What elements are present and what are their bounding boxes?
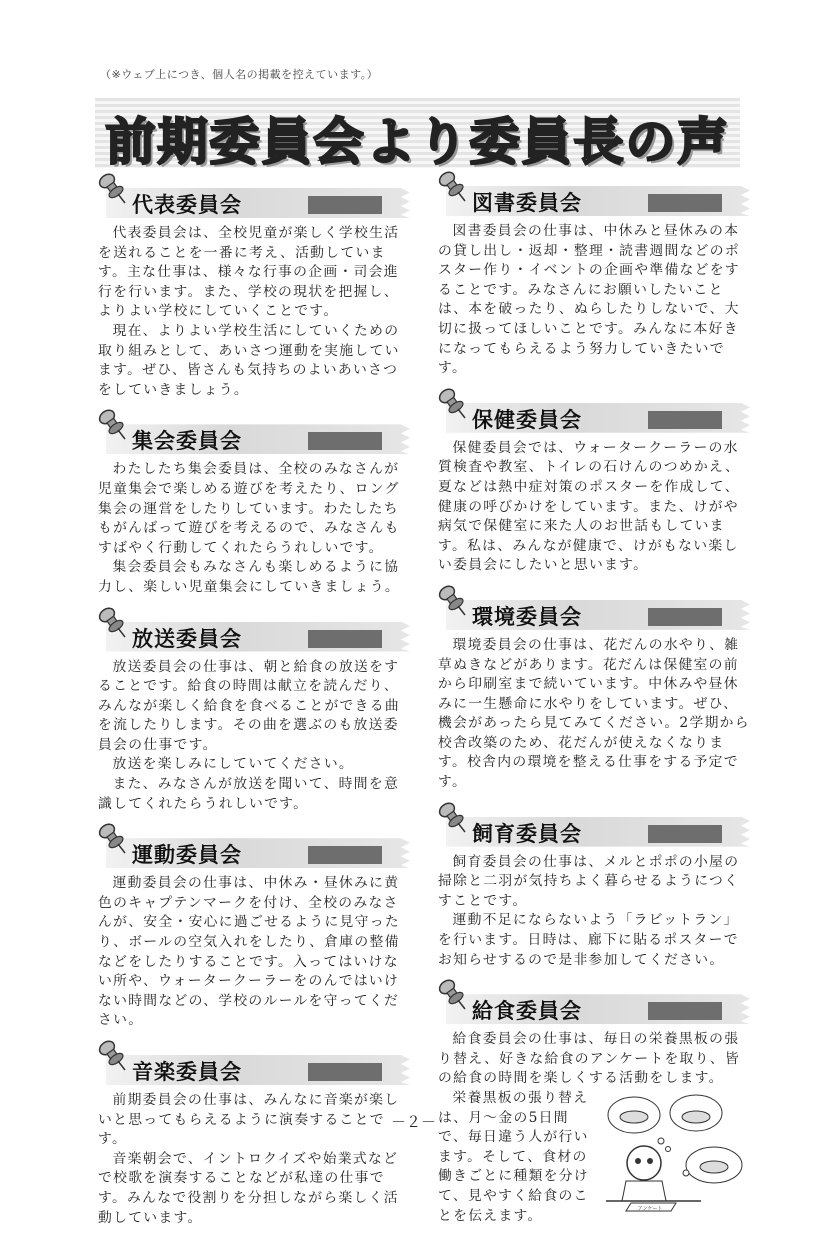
section-header [98, 822, 410, 868]
section-title: 保健委員会 [472, 407, 582, 432]
paragraph: 運動不足にならないよう「ラビットラン」を行います。日時は、廊下に貼るポスターでお知らせするので是非参加してください。 [438, 912, 739, 968]
redacted-name [308, 1063, 382, 1081]
redacted-name [648, 825, 722, 843]
section-body [438, 216, 750, 379]
section-header [98, 606, 410, 652]
section-header [438, 387, 750, 433]
committee-section [98, 822, 410, 1031]
paragraph: 飼育委員会の仕事は、メルとポポの小屋の掃除と二羽が気持ちよく暮らせるようにつくすことです。 [438, 853, 740, 909]
section-header [438, 978, 750, 1024]
pushpin-icon [434, 801, 468, 835]
committee-section [438, 170, 750, 379]
section-body [98, 868, 410, 1031]
pushpin-icon [434, 978, 468, 1012]
paragraph: 音楽朝会で、イントロクイズや始業式などで校歌を演奏することなどが私達の仕事です。みんなで役割りを分担しながら楽しく活動しています。 [98, 1150, 399, 1226]
paragraph: 集会委員会もみなさんも楽しめるように協力し、楽しい児童集会にしていきましょう。 [98, 559, 400, 595]
paragraph: 代表委員会は、全校児童が楽しく学校生活を送れることを一番に考え、活動しています。主な仕事は、様々な行事の企画・司会進行を行います。また、学校の現状を把握し、よりよい学校にしていくことです。 [98, 225, 400, 320]
left-column [98, 172, 410, 1236]
section-title: 代表委員会 [132, 193, 242, 217]
paragraph: 保健委員会では、ウォータークーラーの水質検査や教室、トイレの石けんのつめかえ、夏などは熱中症対策のポスターを作成して、健康の呼びかけをしています。また、けがや病気で保健室に来た人のお世話もしています。私は、みんなが健康で、けがもない楽しい委員会にしたいと思います。 [438, 439, 741, 574]
privacy-note: （※ウェブ上につき、個人名の掲載を控えています。） [100, 68, 379, 81]
committee-section [438, 801, 750, 971]
pushpin-icon [434, 170, 468, 204]
survey-label: アンケート [637, 1206, 663, 1212]
section-header [98, 1039, 410, 1085]
pushpin-icon [94, 1039, 128, 1073]
pushpin-icon [434, 584, 468, 618]
section-title: 放送委員会 [132, 626, 242, 651]
pushpin-icon [94, 606, 128, 640]
paragraph: 放送を楽しみにしていてください。 [112, 756, 355, 773]
committee-section [98, 408, 410, 597]
paragraph: 前期委員会の仕事は、みんなに音楽が楽しいと思ってもらえるように演奏することです。 [98, 1092, 400, 1148]
committee-section [98, 1039, 410, 1228]
paragraph: 給食委員会の仕事は、毎日の栄養黒板の張り替え、好きな給食のアンケートを取り、皆の給食の時間を楽しくする活動をします。 [438, 1031, 740, 1087]
paragraph: 環境委員会の仕事は、花だんの水やり、雑草ぬきなどがあります。花だんは保健室の前から印刷室まで続いています。中休みや昼休みに一生懸命に水やりをしています。ぜひ、機会があったら見てみてください。2学期から校舎改築のため、花だんが使えなくなります。校舎内の環境を整える仕事をする予定です。 [438, 636, 750, 791]
pushpin-icon [94, 822, 128, 856]
redacted-name [308, 630, 382, 648]
page-title: 前期委員会より委員長の声 [105, 113, 730, 171]
title-banner [95, 98, 740, 171]
redacted-name [648, 1002, 722, 1020]
redacted-name [308, 432, 382, 450]
committee-section [438, 978, 750, 1229]
section-title: 環境委員会 [472, 604, 582, 629]
paragraph: 図書委員会の仕事は、中休みと昼休みの本の貸し出し・返却・整理・読書週間などのポスター作り・イベントの企画や準備などをすることです。みなさんにお願いしたいことは、本を破ったり、ぬらしたりしないで、大切に扱ってほしいことです。みんなに本好きになってもらえるよう努力していきたいです。 [438, 223, 740, 377]
committee-section [98, 606, 410, 815]
redacted-name [648, 608, 722, 626]
committee-section [98, 172, 410, 400]
section-body [438, 847, 750, 971]
section-title: 集会委員会 [132, 429, 242, 454]
section-body [98, 218, 410, 400]
paragraph: 栄養黒板の張り替えは、月～金の5日間で、毎日違う人が行います。そして、食材の働きごとに種類を分けて、見やすく給食のことを伝えます。 [438, 1090, 589, 1224]
redacted-name [648, 411, 722, 429]
section-header [438, 801, 750, 847]
section-body [438, 433, 750, 576]
right-column [438, 170, 750, 1237]
pushpin-icon [94, 408, 128, 442]
paragraph: 放送委員会の仕事は、朝と給食の放送をすることです。給食の時間は献立を読んだり、みんなが楽しく給食を食べることができる曲を流したりします。その曲を選ぶのも放送委員会の仕事です。 [98, 658, 400, 753]
committee-section [438, 584, 750, 793]
section-body [98, 652, 410, 815]
redacted-name [308, 846, 382, 864]
section-header [438, 170, 750, 216]
paragraph: 運動委員会の仕事は、中休み・昼休みに黄色のキャプテンマークを付け、全校のみなさんが、安全・安心に過ごせるように見守ったり、ボールの空気入れをしたり、倉庫の整備などをしたりすることです。入ってはいけない所や、ウォータークーラーをのんではいけない時間などの、学校のルールを守ってください。 [98, 875, 400, 1029]
pushpin-icon [434, 387, 468, 421]
section-body [98, 454, 410, 597]
section-body [98, 1085, 410, 1228]
pushpin-icon [94, 172, 128, 206]
section-title: 運動委員会 [132, 843, 242, 868]
paragraph: また、みなさんが放送を聞いて、時間を意識してくれたらうれしいです。 [98, 776, 400, 812]
page-number: －２－ [390, 1113, 436, 1131]
lunch-row [438, 1089, 750, 1229]
paragraph: わたしたち集会委員は、全校のみなさんが児童集会で楽しめる遊びを考えたり、ロング集会の運営をしたりしています。わたしたちもがんばって遊びを考えるので、みなさんもすばやく行動してくれたらうれしいです。 [98, 461, 400, 556]
section-header [98, 408, 410, 454]
section-title: 音楽委員会 [132, 1060, 242, 1084]
section-body [438, 630, 750, 793]
section-header [438, 584, 750, 630]
redacted-name [648, 194, 722, 212]
section-title: 給食委員会 [472, 999, 582, 1024]
section-header [98, 172, 410, 218]
committee-section [438, 387, 750, 576]
paragraph: 現在、よりよい学校生活にしていくための取り組みとして、あいさつ運動を実施しています。ぜひ、皆さんも気持ちのよいあいさつをしていきましょう。 [98, 322, 400, 398]
section-title: 飼育委員会 [472, 821, 582, 846]
section-title: 図書委員会 [472, 191, 582, 215]
redacted-name [308, 196, 382, 214]
